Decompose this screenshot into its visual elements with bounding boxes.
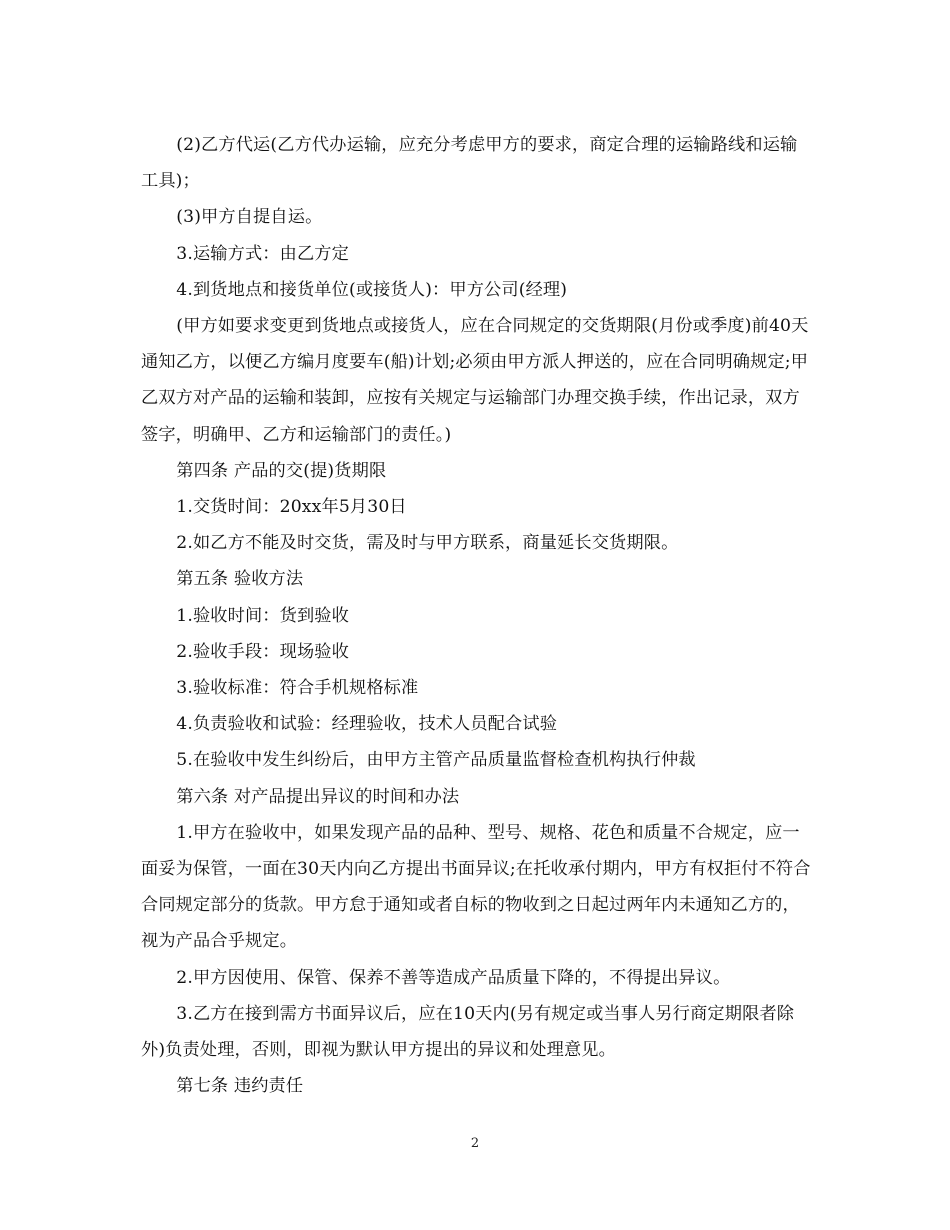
paragraph: 3.运输方式：由乙方定 <box>176 243 349 264</box>
section-heading: 第五条 验收方法 <box>176 569 304 590</box>
paragraph: 1.甲方在验收中，如果发现产品的品种、型号、规格、花色和质量不合规定，应一面妥为保管，一面在30天内向乙方提出书面异议;在托收承付期内，甲方有权拒付不符合合同规定部分的货款。甲方怠于通知或者自标的物收到之日起过两年内未通知乙方的，视为产品合乎规定。 <box>141 822 811 952</box>
paragraph: 2.验收手段：现场验收 <box>176 641 349 662</box>
paragraph: 5.在验收中发生纠纷后，由甲方主管产品质量监督检查机构执行仲裁 <box>176 750 696 771</box>
paragraph: 3.乙方在接到需方书面异议后，应在10天内(另有规定或当事人另行商定期限者除外)负责处理，否则，即视为默认甲方提出的异议和处理意见。 <box>141 1003 795 1061</box>
section-heading: 第六条 对产品提出异议的时间和办法 <box>176 786 460 807</box>
paragraph: (甲方如要求变更到货地点或接货人，应在合同规定的交货期限(月份或季度)前40天通知乙方，以便乙方编月度要车(船)计划;必须由甲方派人押送的，应在合同明确规定;甲乙双方对产品的运输和装卸，应按有关规定与运输部门办理交换手续，作出记录，双方签字，明确甲、乙方和运输部门的责任。) <box>141 316 809 445</box>
section-heading: 第七条 违约责任 <box>176 1076 304 1097</box>
paragraph: (3)甲方自提自运。 <box>176 207 323 228</box>
page-number: 2 <box>470 1136 480 1151</box>
section-heading: 第四条 产品的交(提)货期限 <box>176 460 387 481</box>
paragraph: (2)乙方代运(乙方代办运输，应充分考虑甲方的要求，商定合理的运输路线和运输工具)； <box>141 135 798 192</box>
paragraph: 4.负责验收和试验：经理验收，技术人员配合试验 <box>176 714 558 735</box>
document-body <box>141 127 813 1104</box>
paragraph: 2.甲方因使用、保管、保养不善等造成产品质量下降的，不得提出异议。 <box>176 967 731 988</box>
paragraph: 2.如乙方不能及时交货，需及时与甲方联系，商量延长交货期限。 <box>176 533 679 554</box>
paragraph: 3.验收标准：符合手机规格标准 <box>176 678 419 699</box>
paragraph: 1.交货时间：20xx年5月30日 <box>176 497 407 518</box>
paragraph: 4.到货地点和接货单位(或接货人)：甲方公司(经理) <box>176 279 568 300</box>
paragraph: 1.验收时间：货到验收 <box>176 605 349 626</box>
